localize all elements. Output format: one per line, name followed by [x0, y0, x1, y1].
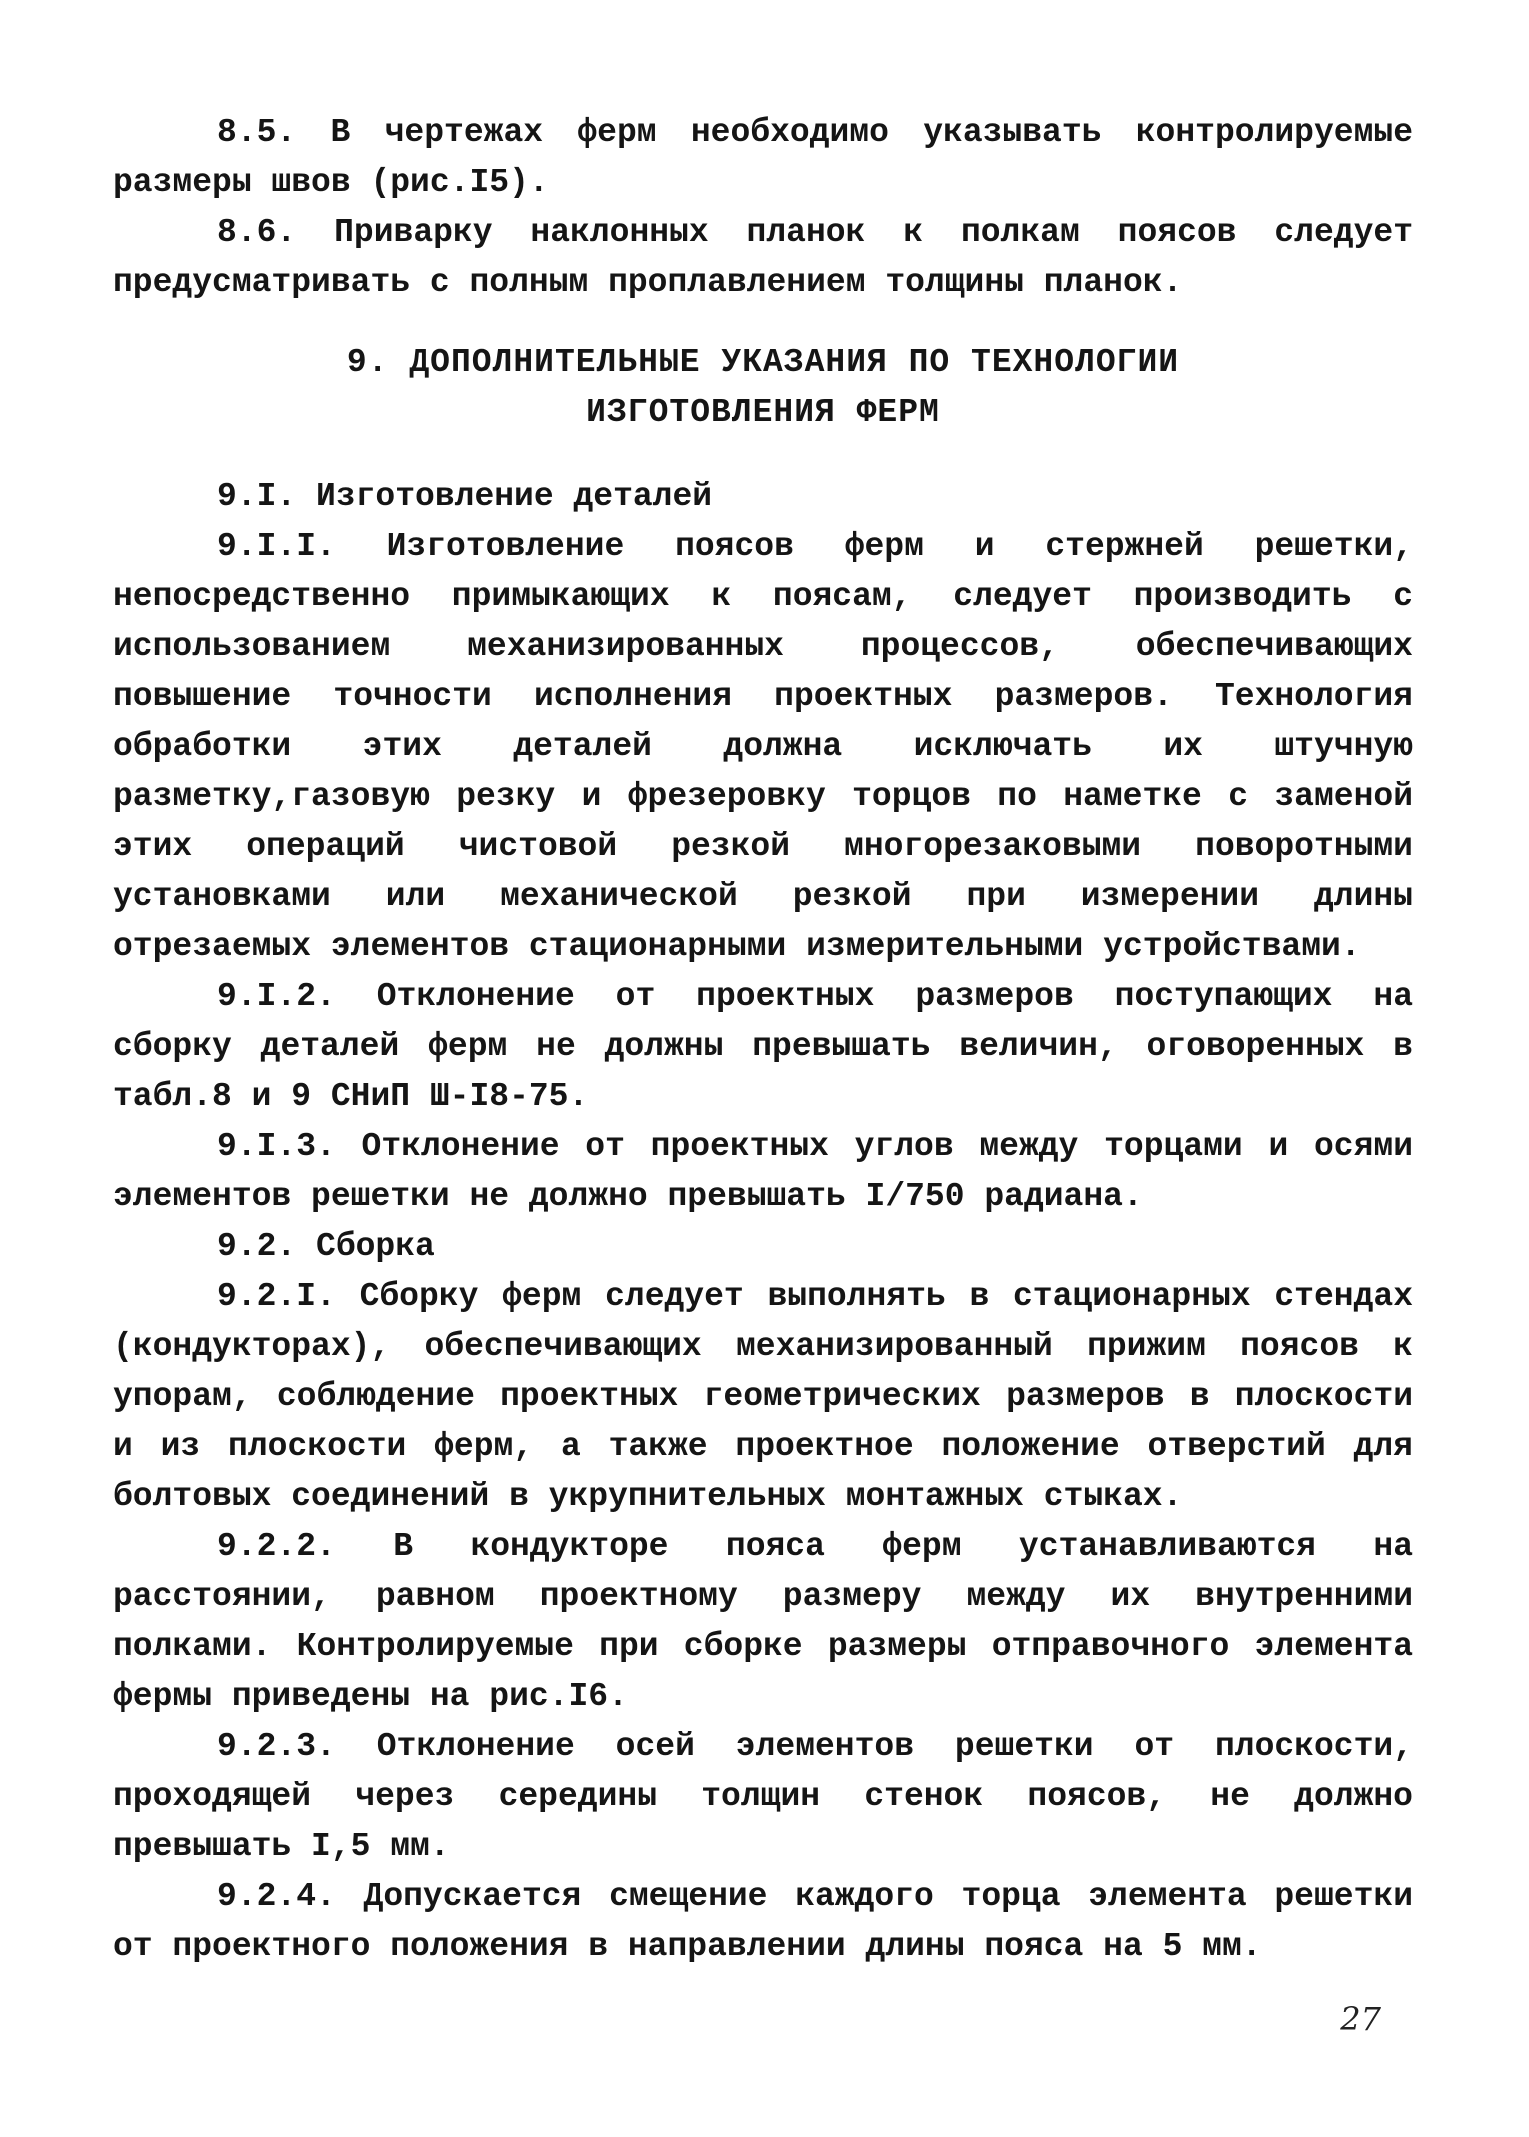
- subheading-9-2: 9.2. Сборка: [217, 1228, 435, 1265]
- subheading-9-1: 9.I. Изготовление деталей: [217, 478, 713, 515]
- paragraph-8-6: 8.6. Приварку наклонных планок к полкам поясов следует предусматривать с полным проплавлением толщины планок.: [113, 214, 1413, 301]
- document-body: [113, 108, 1413, 1972]
- section-9-heading: [113, 338, 1413, 438]
- paragraph-8-5: 8.5. В чертежах ферм необходимо указывать контролируемые размеры швов (рис.I5).: [113, 114, 1413, 201]
- paragraph-9-1-1: 9.I.I. Изготовление поясов ферм и стержней решетки, непосредственно примыкающих к поясам, следует производить с использованием механизированных процессов, обеспечивающих повышение точности исполнения проектных размеров. Технология обработки этих деталей должна исключать их штучную разметку,газовую резку и фрезеровку торцов по наметке с заменой этих операций чистовой резкой многорезаковыми поворотными установками или механической резкой при измерении длины отрезаемых элементов стационарными измерительными устройствами.: [113, 528, 1413, 965]
- paragraph-9-2-1: 9.2.I. Сборку ферм следует выполнять в стационарных стендах (кондукторах), обеспечивающих механизированный прижим поясов к упорам, соблюдение проектных геометрических размеров в плоскости и из плоскости ферм, а также проектное положение отверстий для болтовых соединений в укрупнительных монтажных стыках.: [113, 1278, 1413, 1515]
- section-9-heading-line-1: 9. ДОПОЛНИТЕЛЬНЫЕ УКАЗАНИЯ ПО ТЕХНОЛОГИИ: [346, 344, 1180, 381]
- page-number: 27: [1340, 2000, 1381, 2038]
- paragraph-9-2-4: 9.2.4. Допускается смещение каждого торца элемента решетки от проектного положения в направлении длины пояса на 5 мм.: [113, 1878, 1413, 1965]
- paragraph-9-1-2: 9.I.2. Отклонение от проектных размеров поступающих на сборку деталей ферм не должны превышать величин, оговоренных в табл.8 и 9 СНиП Ш-I8-75.: [113, 978, 1413, 1115]
- paragraph-9-2-3: 9.2.3. Отклонение осей элементов решетки от плоскости, проходящей через середины толщин стенок поясов, не должно превышать I,5 мм.: [113, 1728, 1413, 1865]
- paragraph-9-1-3: 9.I.3. Отклонение от проектных углов между торцами и осями элементов решетки не должно превышать I/750 радиана.: [113, 1128, 1413, 1215]
- paragraph-9-2-2: 9.2.2. В кондукторе пояса ферм устанавливаются на расстоянии, равном проектному размеру между их внутренними полками. Контролируемые при сборке размеры отправочного элемента фермы приведены на рис.I6.: [113, 1528, 1413, 1715]
- section-9-heading-line-2: ИЗГОТОВЛЕНИЯ ФЕРМ: [586, 394, 940, 431]
